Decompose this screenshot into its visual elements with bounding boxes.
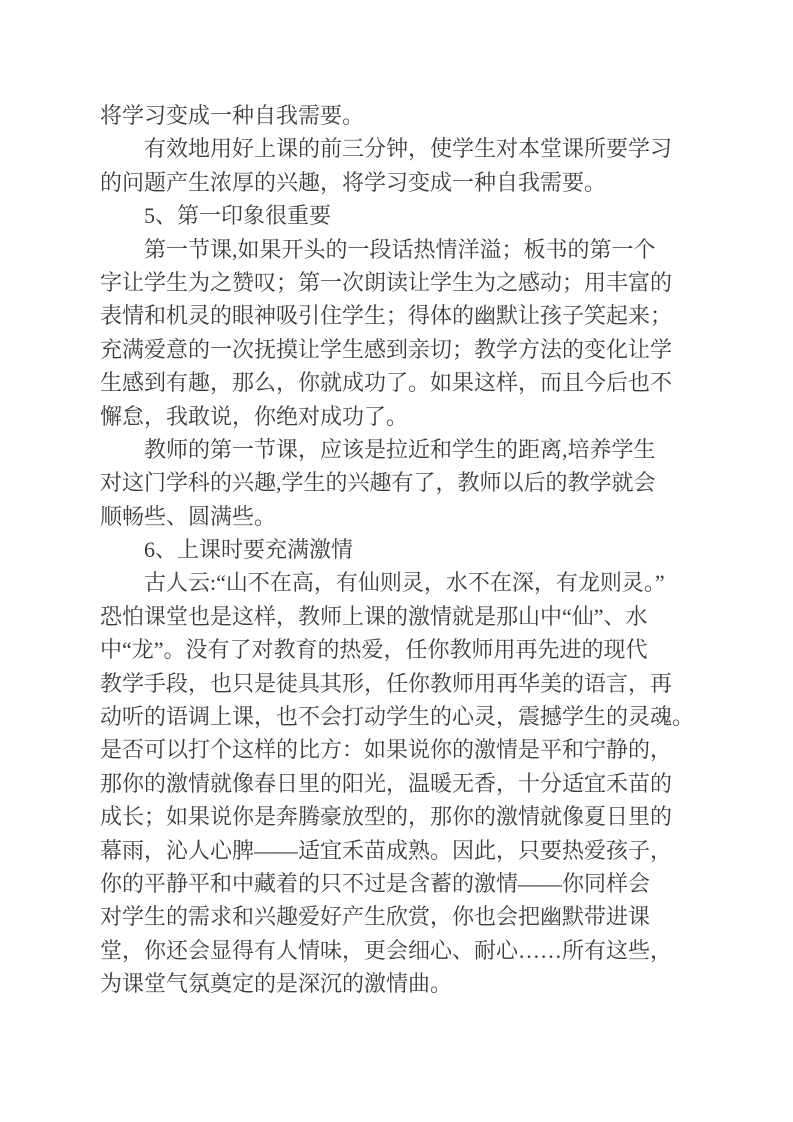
text-line: 生感到有趣，那么，你就成功了。如果这样，而且今后也不 bbox=[100, 370, 673, 396]
text-line: 幕雨，沁人心脾——适宜禾苗成熟。因此，只要热爱孩子， bbox=[100, 837, 673, 863]
text-line: 教学手段，也只是徒具其形，任你教师用再华美的语言，再 bbox=[100, 670, 673, 696]
text-line: 的问题产生浓厚的兴趣，将学习变成一种自我需要。 bbox=[100, 169, 607, 195]
text-line: 动听的语调上课，也不会打动学生的心灵，震撼学生的灵魂。 bbox=[100, 704, 695, 730]
text-line: 将学习变成一种自我需要。 bbox=[100, 103, 365, 128]
text-block bbox=[100, 99, 695, 1001]
text-line: 表情和机灵的眼神吸引住学生；得体的幽默让孩子笑起来； bbox=[100, 303, 673, 329]
text-line: 古人云:“山不在高，有仙则灵，水不在深，有龙则灵。” bbox=[144, 570, 665, 596]
text-line: 有效地用好上课的前三分钟，使学生对本堂课所要学习 bbox=[144, 136, 673, 162]
text-line: 对学生的需求和兴趣爱好产生欣赏，你也会把幽默带进课 bbox=[100, 904, 651, 930]
text-line: 堂，你还会显得有人情味，更会细心、耐心……所有这些， bbox=[100, 937, 673, 963]
text-line: 充满爱意的一次抚摸让学生感到亲切；教学方法的变化让学 bbox=[100, 336, 673, 362]
text-line: 你的平静平和中藏着的只不过是含蓄的激情——你同样会 bbox=[100, 870, 651, 896]
text-line: 顺畅些、圆满些。 bbox=[100, 503, 277, 529]
text-line: 是否可以打个这样的比方：如果说你的激情是平和宁静的， bbox=[100, 737, 673, 763]
text-line: 6、上课时要充满激情 bbox=[144, 537, 354, 563]
text-line: 中“龙”。没有了对教育的热爱，任你教师用再先进的现代 bbox=[100, 637, 648, 663]
text-line: 字让学生为之赞叹；第一次朗读让学生为之感动；用丰富的 bbox=[100, 269, 673, 295]
text-line: 对这门学科的兴趣,学生的兴趣有了，教师以后的教学就会 bbox=[100, 470, 656, 496]
text-line: 第一节课,如果开头的一段话热情洋溢；板书的第一个 bbox=[144, 236, 656, 262]
text-line: 5、第一印象很重要 bbox=[144, 203, 332, 229]
text-line: 成长；如果说你是奔腾豪放型的，那你的激情就像夏日里的 bbox=[100, 804, 673, 830]
text-line: 恐怕课堂也是这样，教师上课的激情就是那山中“仙”、水 bbox=[100, 603, 648, 629]
text-line: 教师的第一节课，应该是拉近和学生的距离,培养学生 bbox=[144, 436, 656, 462]
text-line: 为课堂气氛奠定的是深沉的激情曲。 bbox=[100, 971, 453, 997]
text-line: 懈怠，我敢说，你绝对成功了。 bbox=[100, 403, 409, 429]
text-line: 那你的激情就像春日里的阳光，温暖无香，十分适宜禾苗的 bbox=[100, 770, 673, 796]
